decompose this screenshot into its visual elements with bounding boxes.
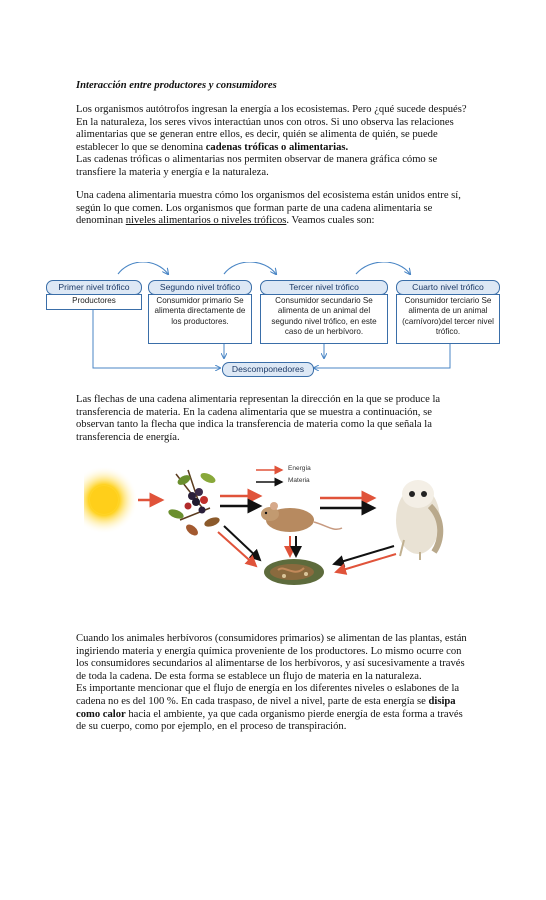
paragraph-intro-bold: cadenas tróficas o alimentarias. (205, 141, 349, 153)
paragraph-chain-text-2: . Veamos cuales son: (286, 215, 375, 227)
level-2-heading: Segundo nivel trófico (148, 280, 252, 295)
paragraph-arrows: Las flechas de una cadena alimentaria representan la dirección en la que se produce la transferencia de materia. En la cadena alimentaria que se muestra a continuación, se observan tanto la flecha que indica la transferencia de materia como la que señala la transferencia de energía. (76, 394, 441, 443)
paragraph-chain-text: Una cadena alimentaria muestra cómo los organismos del ecosistema están unidos entre sí, según lo que comen. Los organismos que forman parte de una cadena alimentaria se denominan (76, 190, 461, 227)
level-2-body: Consumidor primario Se alimenta directamente de los productores. (148, 294, 252, 344)
paragraph-flow-text-2: Es importante mencionar que el flujo de energía en los diferentes niveles o eslabones de la cadena no es del 100 %. En cada traspaso, de nivel a nivel, parte de esta energía se (76, 683, 460, 707)
arrow-2-to-3 (224, 262, 276, 274)
level-3-heading: Tercer nivel trófico (260, 280, 388, 295)
paragraph-chain (76, 190, 472, 228)
level-1-body: Productores (46, 294, 142, 310)
arrow-1-to-2 (118, 262, 168, 274)
paragraph-flow-text: Cuando los animales herbívoros (consumidores primarios) se alimentan de las plantas, están ingiriendo materia y energía química proveniente de los productores. Lo mismo ocurre con los consumidores secundarios al alimentarse de los herbívoros, y así sucesivamente a través de toda la cadena. De esta forma se establece un flujo de materia en la naturaleza. (76, 633, 467, 682)
paragraph-flow-text-3: hacia el ambiente, ya que cada organismo pierde energía de esta forma a través de su cuerpo, como por ejemplo, en el proceso de transpiración. (76, 708, 463, 733)
legend-matter-label: Materia (288, 477, 310, 484)
paragraph-flow (76, 633, 472, 734)
section-title: Interacción entre productores y consumidores (76, 80, 277, 91)
decomposers-box: Descomponedores (222, 362, 314, 377)
paragraph-chain-underlined: niveles alimentarios o niveles tróficos (125, 215, 287, 227)
arrow-level4-to-decomposers (314, 344, 450, 368)
paragraph-intro-text-2: Las cadenas tróficas o alimentarias nos permiten observar de manera gráfica cómo se transfiere la materia y energía e la naturaleza. (76, 154, 438, 178)
legend-energy-label: Energía (288, 465, 311, 472)
level-4-body: Consumidor terciario Se alimenta de un animal (carnívoro)del tercer nivel trófico. (396, 294, 500, 344)
owl-icon (396, 480, 440, 560)
soil-decomposers-icon (264, 559, 324, 585)
level-4-heading: Cuarto nivel trófico (396, 280, 500, 295)
food-chain-illustration (84, 460, 456, 588)
plant-berries-icon (167, 470, 221, 538)
paragraph-flow-bold: disipa como calor (76, 695, 456, 720)
arrow-3-to-4 (356, 262, 410, 274)
paragraph-intro (76, 104, 472, 180)
level-3-body: Consumidor secundario Se alimenta de un animal del segundo nivel trófico, en este caso de un herbívoro. (260, 294, 388, 344)
food-chain-drawing (84, 460, 456, 588)
mouse-icon (261, 502, 342, 532)
paragraph-intro-text: Los organismos autótrofos ingresan la energía a los ecosistemas. Pero ¿qué sucede después? En la naturaleza, los seres vivos interactúan unos con otros. Si uno observa las relaciones alimentarias que se generan entre ellos, es decir, quién se alimenta de quién, se puede establecer lo que se denomina (76, 104, 467, 153)
level-1-heading: Primer nivel trófico (46, 280, 142, 295)
trophic-levels-diagram (44, 262, 502, 380)
legend (256, 470, 282, 482)
